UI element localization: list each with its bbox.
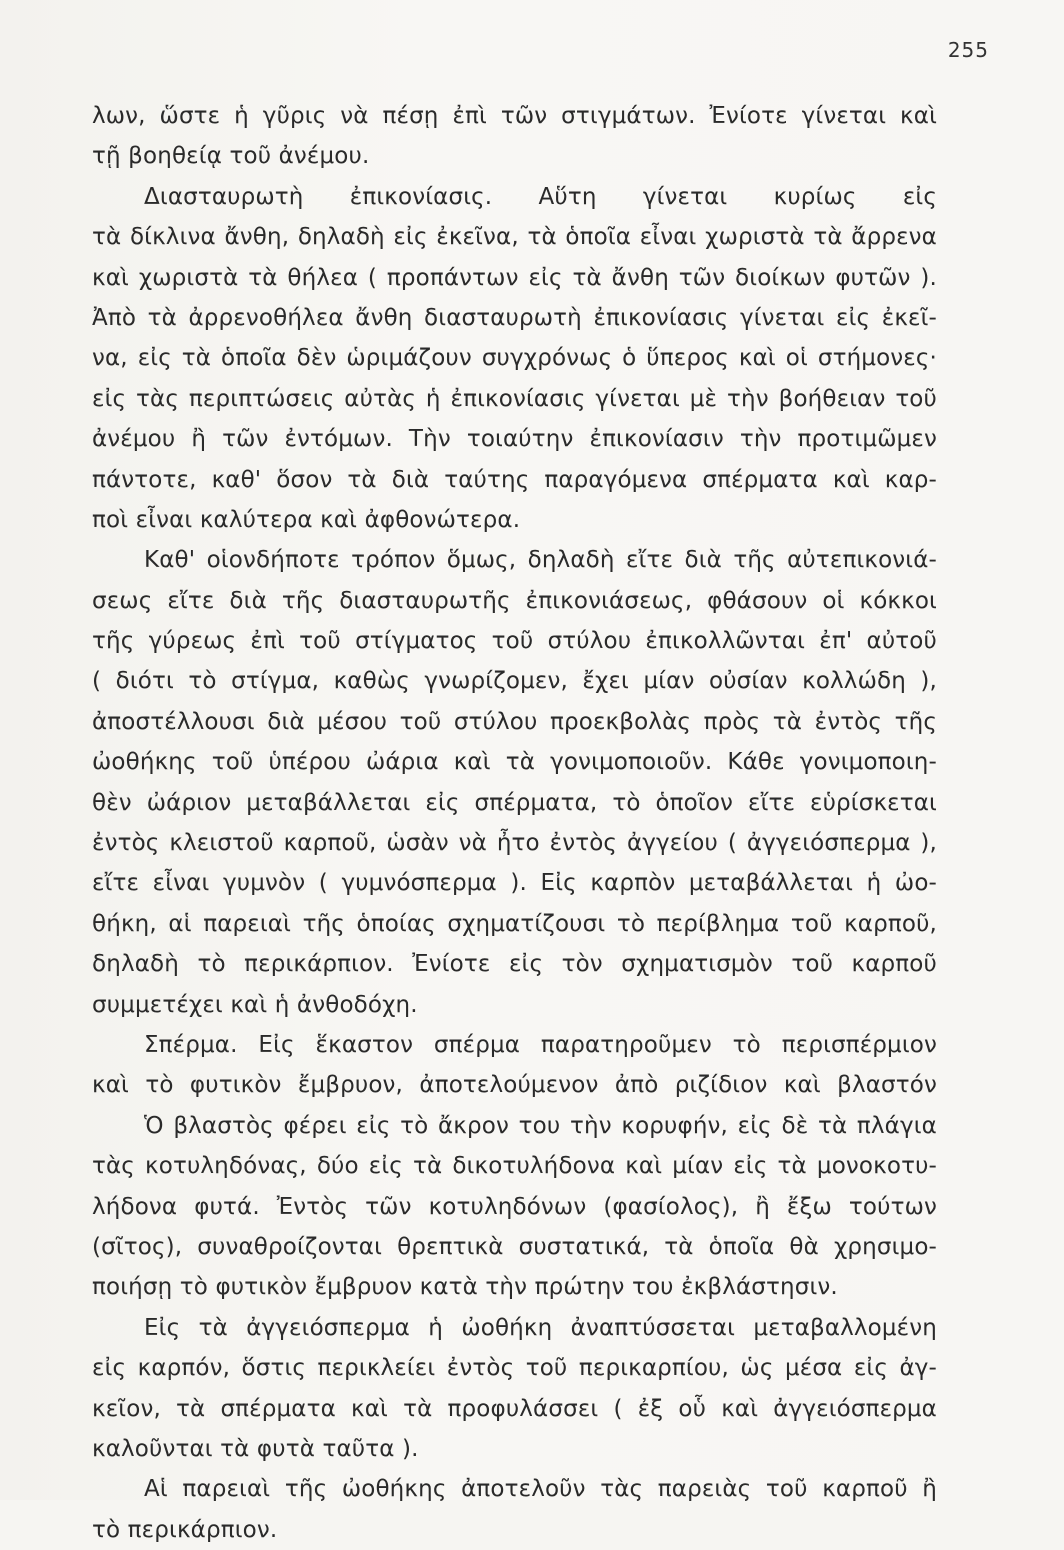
text-line: καὶ τὸ φυτικὸν ἔμβρυον, ἀποτελούμενον ἀπὸ ριζίδιον καὶ βλαστόν (92, 1072, 937, 1099)
text-line: τῇ βοηθείᾳ τοῦ ἀνέμου. (92, 143, 370, 170)
text-line: συμμετέχει καὶ ἡ ἀνθοδόχη. (92, 991, 418, 1018)
text-line: καὶ χωριστὰ τὰ θήλεα ( προπάντων εἰς τὰ ἄνθη τῶν διοίκων φυτῶν ). (92, 264, 937, 291)
text-line: τῆς γύρεως ἐπὶ τοῦ στίγματος τοῦ στύλου ἐπικολλῶνται ἐπ' αὐτοῦ (92, 628, 937, 655)
text-line: πάντοτε, καθ' ὅσον τὰ διὰ ταύτης παραγόμενα σπέρματα καὶ καρ- (92, 466, 937, 493)
text-line: (σῖτος), συναθροίζονται θρεπτικὰ συστατικά, τὰ ὁποῖα θὰ χρησιμο- (92, 1233, 937, 1260)
text-line: Αἱ παρειαὶ τῆς ὠοθήκης ἀποτελοῦν τὰς παρειὰς τοῦ καρποῦ ἢ (144, 1476, 937, 1503)
text-line: θήκη, αἱ παρειαὶ τῆς ὁποίας σχηματίζουσι τὸ περίβλημα τοῦ καρποῦ, (92, 910, 937, 937)
page-number: 255 (947, 38, 989, 62)
text-line: ( διότι τὸ στίγμα, καθὼς γνωρίζομεν, ἔχει μίαν οὐσίαν κολλώδη ), (92, 668, 937, 695)
text-line: Διασταυρωτὴ ἐπικονίασις. Αὕτη γίνεται κυρίως εἰς (144, 183, 937, 210)
text-line: εἰς τὰς περιπτώσεις αὐτὰς ἡ ἐπικονίασις γίνεται μὲ τὴν βοήθειαν τοῦ (92, 385, 937, 412)
text-line: καλοῦνται τὰ φυτὰ ταῦτα ). (92, 1435, 419, 1462)
body-text (92, 96, 937, 1550)
text-line: ποὶ εἶναι καλύτερα καὶ ἀφθονώτερα. (92, 506, 521, 533)
text-line: ἀποστέλλουσι διὰ μέσου τοῦ στύλου προεκβολὰς πρὸς τὰ ἐντὸς τῆς (92, 708, 937, 735)
text-line: Καθ' οἱονδήποτε τρόπον ὅμως, δηλαδὴ εἴτε διὰ τῆς αὐτεπικονιά- (144, 547, 937, 574)
text-line: ὠοθήκης τοῦ ὑπέρου ὠάρια καὶ τὰ γονιμοποιοῦν. Κάθε γονιμοποιη- (92, 749, 937, 776)
text-line: τὸ περικάρπιον. (92, 1516, 278, 1543)
text-line: ἐντὸς κλειστοῦ καρποῦ, ὡσὰν νὰ ἦτο ἐντὸς ἀγγείου ( ἀγγειόσπερμα ), (92, 830, 937, 857)
text-line: να, εἰς τὰ ὁποῖα δὲν ὡριμάζουν συγχρόνως ὁ ὕπερος καὶ οἱ στήμονες· (92, 345, 937, 372)
text-line: Εἰς τὰ ἀγγειόσπερμα ἡ ὠοθήκη ἀναπτύσσεται μεταβαλλομένη (144, 1314, 937, 1341)
text-line: ἀνέμου ἢ τῶν ἐντόμων. Τὴν τοιαύτην ἐπικονίασιν τὴν προτιμῶμεν (92, 426, 937, 453)
text-line: Σπέρμα. Εἰς ἕκαστον σπέρμα παρατηροῦμεν τὸ περισπέρμιον (144, 1031, 937, 1058)
text-line: δηλαδὴ τὸ περικάρπιον. Ἐνίοτε εἰς τὸν σχηματισμὸν τοῦ καρποῦ (92, 951, 937, 978)
text-line: εἰς καρπόν, ὅστις περικλείει ἐντὸς τοῦ περικαρπίου, ὡς μέσα εἰς ἀγ- (92, 1355, 937, 1382)
text-line: τὰς κοτυληδόνας, δύο εἰς τὰ δικοτυλήδονα καὶ μίαν εἰς τὰ μονοκοτυ- (92, 1153, 937, 1180)
text-line: κεῖον, τὰ σπέρματα καὶ τὰ προφυλάσσει ( ἐξ οὗ καὶ ἀγγειόσπερμα (92, 1395, 937, 1422)
text-line: εἴτε εἶναι γυμνὸν ( γυμνόσπερμα ). Εἰς καρπὸν μεταβάλλεται ἡ ὠο- (92, 870, 937, 897)
text-line: ποιήσῃ τὸ φυτικὸν ἔμβρυον κατὰ τὴν πρώτην του ἐκβλάστησιν. (92, 1274, 838, 1301)
text-line: Ὁ βλαστὸς φέρει εἰς τὸ ἄκρον του τὴν κορυφήν, εἰς δὲ τὰ πλάγια (144, 1112, 937, 1139)
text-line: σεως εἴτε διὰ τῆς διασταυρωτῆς ἐπικονιάσεως, φθάσουν οἱ κόκκοι (92, 587, 937, 614)
text-line: λήδονα φυτά. Ἐντὸς τῶν κοτυληδόνων (φασίολος), ἢ ἔξω τούτων (92, 1193, 937, 1220)
text-line: θὲν ὠάριον μεταβάλλεται εἰς σπέρματα, τὸ ὁποῖον εἴτε εὑρίσκεται (92, 789, 937, 816)
text-line: Ἀπὸ τὰ ἀρρενοθήλεα ἄνθη διασταυρωτὴ ἐπικονίασις γίνεται εἰς ἐκεῖ- (92, 304, 937, 331)
text-line: λων, ὥστε ἡ γῦρις νὰ πέσῃ ἐπὶ τῶν στιγμάτων. Ἐνίοτε γίνεται καὶ (92, 103, 937, 129)
text-line: τὰ δίκλινα ἄνθη, δηλαδὴ εἰς ἐκεῖνα, τὰ ὁποῖα εἶναι χωριστὰ τὰ ἄρρενα (92, 224, 937, 251)
